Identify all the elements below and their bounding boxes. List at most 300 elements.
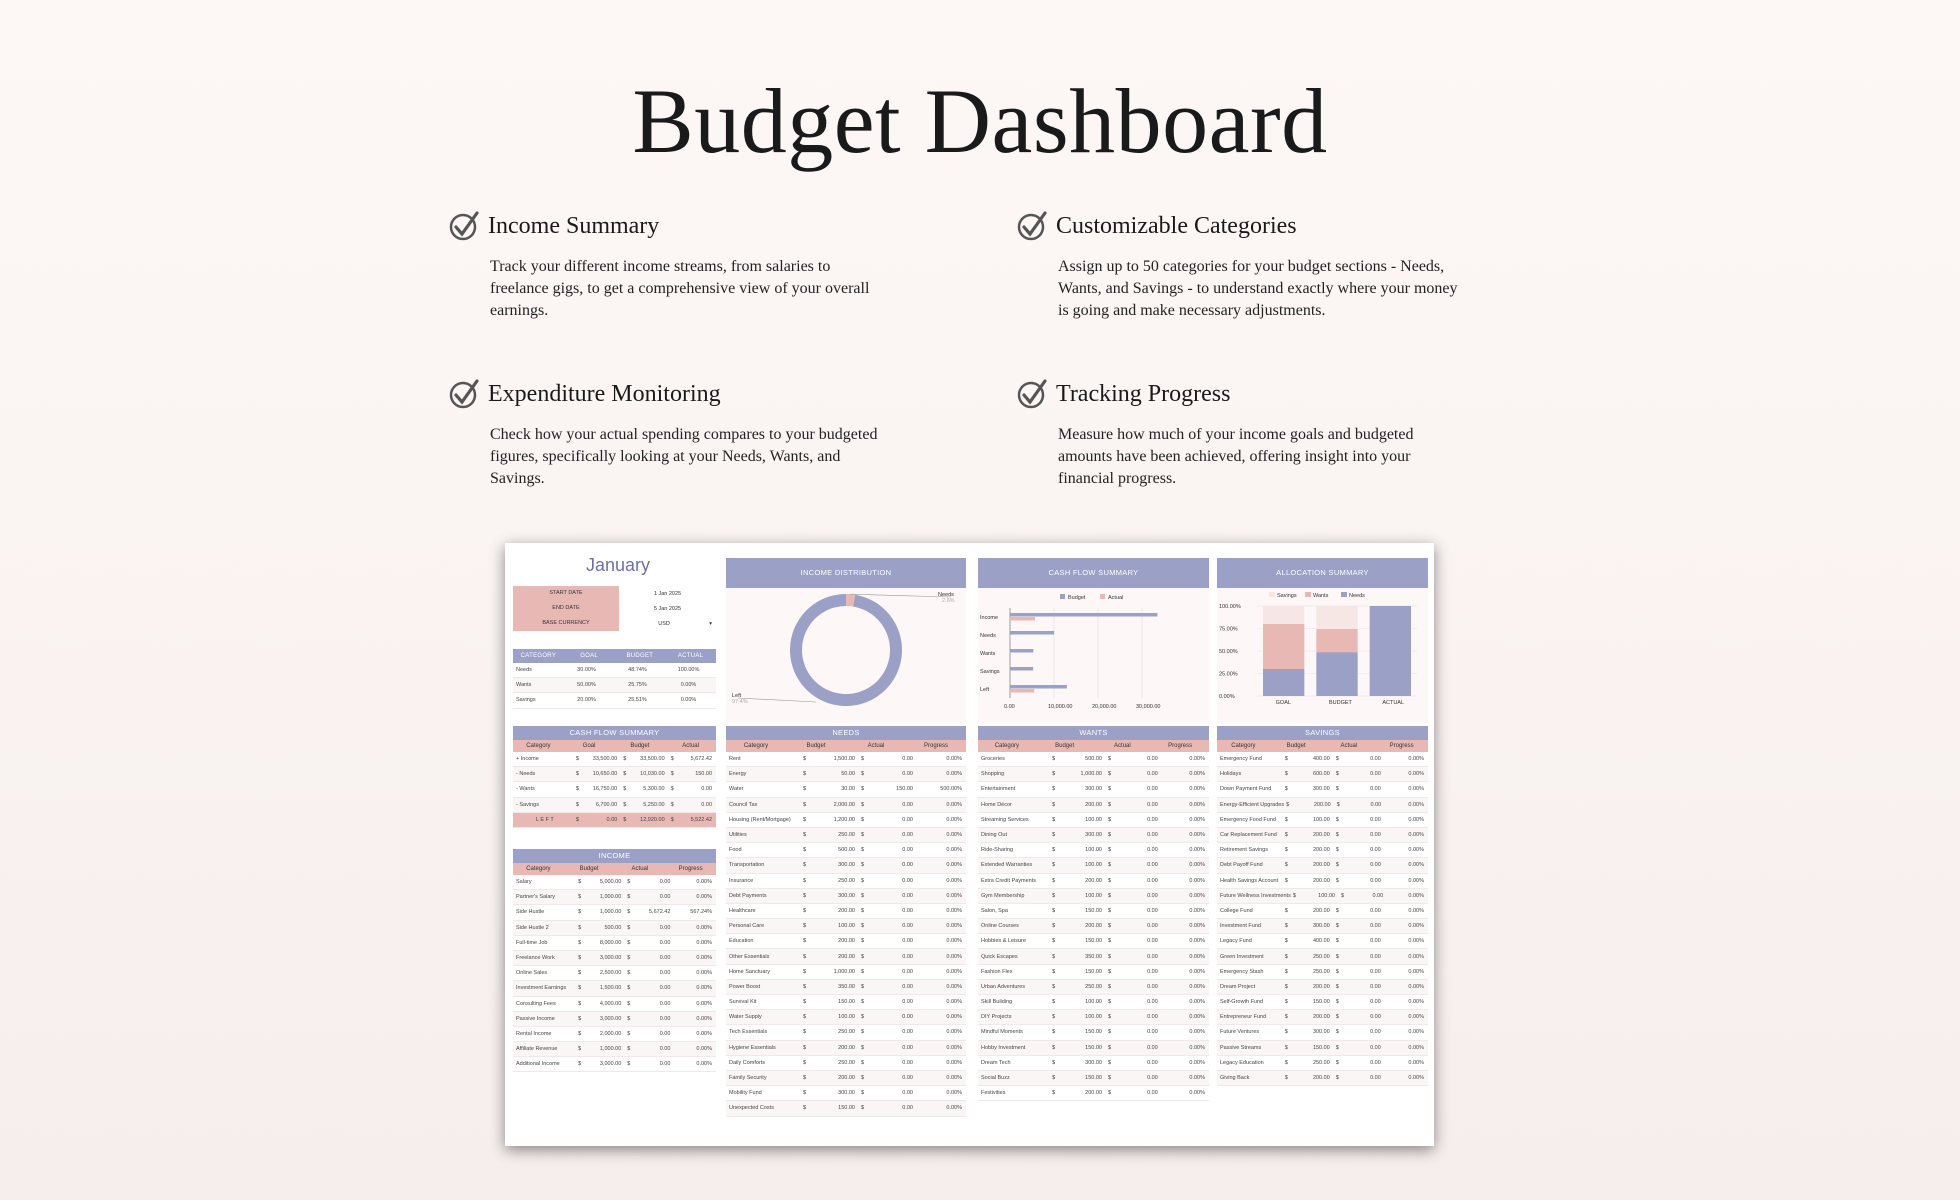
currency-symbol: $ xyxy=(1107,1029,1112,1036)
table-row xyxy=(513,981,716,996)
amount: 0.00 xyxy=(659,985,671,992)
amount: 1,000.00 xyxy=(599,909,622,916)
money-cell xyxy=(1106,984,1162,990)
amount: 0.00 xyxy=(902,1075,913,1082)
chart-title: ALLOCATION SUMMARY xyxy=(1217,558,1428,588)
currency-symbol: $ xyxy=(1284,786,1288,793)
table-row xyxy=(1217,1071,1428,1086)
category-cell: Legacy Education xyxy=(1220,1059,1264,1066)
leader-line xyxy=(851,594,951,597)
currency-symbol: $ xyxy=(861,786,865,793)
currency-symbol: $ xyxy=(1052,1059,1056,1066)
money-cell xyxy=(801,923,859,929)
progress-cell: 0.00% xyxy=(1189,1029,1206,1036)
money-cell xyxy=(1283,832,1334,838)
currency-symbol: $ xyxy=(1284,983,1288,990)
slice-label: Needs xyxy=(938,592,954,598)
amount: 0.00 xyxy=(1370,832,1381,839)
money-cell xyxy=(1050,1060,1106,1066)
currency-symbol: $ xyxy=(1284,968,1288,975)
amount: 50.00 xyxy=(841,771,855,778)
category-cell: Water xyxy=(729,786,744,793)
amount: 0.00 xyxy=(1370,1044,1381,1051)
amount: 150.00 xyxy=(896,786,913,793)
category-label: Wants xyxy=(980,651,996,657)
currency-symbol: $ xyxy=(861,1075,865,1082)
money-cell xyxy=(1106,923,1162,929)
currency-symbol: $ xyxy=(1284,756,1288,763)
table-cell: 50.00% xyxy=(577,682,596,689)
table-row xyxy=(1217,782,1428,797)
currency-symbol: $ xyxy=(803,923,807,930)
currency-symbol: $ xyxy=(623,771,627,778)
progress-cell: 0.00% xyxy=(1408,847,1425,854)
money-cell xyxy=(574,817,621,823)
category-cell: Energy-Efficient Upgrades xyxy=(1220,801,1285,808)
amount: 200.00 xyxy=(1085,877,1102,884)
money-cell xyxy=(1106,832,1162,838)
table-row xyxy=(978,934,1209,949)
table-row xyxy=(513,1027,716,1042)
table-header: Category Budget Actual Progress xyxy=(1217,740,1428,752)
money-cell xyxy=(669,817,716,823)
money-cell xyxy=(859,1029,917,1035)
money-cell xyxy=(669,771,716,777)
money-cell xyxy=(1334,954,1385,960)
amount: 0.00 xyxy=(1147,771,1158,778)
currency-symbol: $ xyxy=(578,1046,582,1053)
tick-label: 0.00 xyxy=(1004,704,1015,710)
progress-cell: 0.00% xyxy=(1408,953,1425,960)
money-cell xyxy=(859,878,917,884)
table-cell: 0.00% xyxy=(680,682,697,689)
currency-symbol: $ xyxy=(861,1014,865,1021)
amount: 0.00 xyxy=(1370,1059,1381,1066)
category-cell: Debt Payoff Fund xyxy=(1220,862,1263,869)
progress-cell: 0.00% xyxy=(696,1015,712,1022)
category-label: Savings xyxy=(980,669,1000,675)
currency-symbol: $ xyxy=(1107,771,1112,778)
legend-swatch xyxy=(1305,592,1311,597)
currency-symbol: $ xyxy=(1335,1075,1339,1082)
category-cell: Streaming Services xyxy=(981,816,1029,823)
amount: 0.00 xyxy=(1370,877,1381,884)
money-cell xyxy=(801,878,859,884)
amount: 300.00 xyxy=(838,892,855,899)
amount: 150.00 xyxy=(1312,1044,1330,1051)
category-cell: Legacy Fund xyxy=(1220,938,1252,945)
progress-cell: 0.00% xyxy=(1189,999,1206,1006)
table-row xyxy=(978,782,1209,797)
money-cell xyxy=(1283,878,1334,884)
amount: 33,500.00 xyxy=(640,756,665,763)
progress-cell: 0.00% xyxy=(696,894,712,901)
table-row xyxy=(1217,1025,1428,1040)
table-row xyxy=(726,828,966,843)
money-cell xyxy=(859,1014,917,1020)
progress-cell: 0.00% xyxy=(1189,1044,1206,1051)
category-name: Wants xyxy=(517,786,535,793)
money-cell xyxy=(1050,1075,1106,1081)
amount: 350.00 xyxy=(1085,953,1102,960)
bar xyxy=(1010,617,1035,621)
currency-symbol: $ xyxy=(1284,1075,1288,1082)
currency-symbol: $ xyxy=(1284,1014,1288,1021)
progress-cell: 0.00% xyxy=(1189,1059,1206,1066)
money-cell xyxy=(801,1045,859,1051)
table-row xyxy=(726,1041,966,1056)
money-cell xyxy=(576,970,625,976)
money-cell xyxy=(859,923,917,929)
amount: 0.00 xyxy=(902,953,913,960)
amount: 0.00 xyxy=(701,786,713,793)
table-row xyxy=(513,798,716,813)
category-cell: Holidays xyxy=(1220,771,1242,778)
money-cell xyxy=(1335,802,1386,808)
feature-income-summary xyxy=(448,210,888,322)
category-cell: Unexpected Costs xyxy=(729,1105,774,1112)
table-row xyxy=(978,813,1209,828)
currency-symbol: $ xyxy=(627,894,631,901)
amount: 200.00 xyxy=(1313,801,1331,808)
amount: 0.00 xyxy=(902,862,913,869)
amount: 250.00 xyxy=(838,877,855,884)
currency-symbol: $ xyxy=(861,892,865,899)
progress-cell: 0.00% xyxy=(946,999,962,1006)
feature-description: Assign up to 50 categories for your budget sections - Needs, Wants, and Savings - to understand exactly where your money is going and make necessary adjustments. xyxy=(1058,258,1458,319)
amount: 200.00 xyxy=(838,1075,855,1082)
amount: 0.00 xyxy=(1147,1075,1158,1082)
donut-chart xyxy=(726,588,966,723)
currency-symbol: $ xyxy=(1052,816,1056,823)
amount: 200.00 xyxy=(1085,1090,1102,1097)
category-cell: Full-time Job xyxy=(516,939,548,946)
money-cell xyxy=(1106,802,1162,808)
money-cell xyxy=(1334,1060,1385,1066)
amount: 0.00 xyxy=(902,756,913,763)
money-cell xyxy=(625,1046,674,1052)
money-cell xyxy=(1283,923,1334,929)
amount: 1,500.00 xyxy=(599,985,622,992)
currency-symbol: $ xyxy=(1335,907,1339,914)
currency-symbol: $ xyxy=(575,756,579,763)
currency-symbol: $ xyxy=(861,847,865,854)
amount: 0.00 xyxy=(1147,938,1158,945)
page-title: Budget Dashboard xyxy=(632,70,1328,172)
category-cell: Dream Tech xyxy=(981,1059,1011,1066)
money-cell xyxy=(1283,938,1334,944)
category-cell: Healthcare xyxy=(729,907,756,914)
stacked-bar-segment xyxy=(1316,652,1357,696)
table-row xyxy=(726,965,966,980)
category-cell: Hobbies & Leisure xyxy=(981,938,1026,945)
amount: 150.00 xyxy=(1085,907,1102,914)
amount: 1,200.00 xyxy=(833,816,855,823)
currency-symbol: $ xyxy=(1335,862,1339,869)
amount: 2,000.00 xyxy=(599,1030,622,1037)
check-circle-icon xyxy=(1016,378,1048,410)
table-cell: 100.00% xyxy=(677,667,700,674)
table-row xyxy=(978,889,1209,904)
progress-cell: 0.00% xyxy=(1408,1059,1425,1066)
amount: 0.00 xyxy=(902,1014,913,1021)
money-cell xyxy=(574,771,621,777)
amount: 0.00 xyxy=(1370,983,1381,990)
category-cell: Freelance Work xyxy=(516,955,555,962)
amount: 0.00 xyxy=(902,816,913,823)
progress-cell: 0.00% xyxy=(1408,1029,1425,1036)
donut-slice xyxy=(790,594,902,706)
table-row xyxy=(978,919,1209,934)
money-cell xyxy=(859,802,917,808)
amount: 5,522.42 xyxy=(690,816,713,823)
money-cell xyxy=(625,940,674,946)
money-cell xyxy=(669,786,716,792)
category-cell xyxy=(513,786,574,792)
amount: 0.00 xyxy=(1370,1075,1381,1082)
table-row xyxy=(978,1056,1209,1071)
table-row xyxy=(1217,904,1428,919)
progress-cell: 0.00% xyxy=(1189,907,1206,914)
progress-cell: 0.00% xyxy=(946,938,962,945)
amount: 16,750.00 xyxy=(592,786,618,793)
table-row xyxy=(1217,828,1428,843)
amount: 0.00 xyxy=(1370,1029,1381,1036)
currency-symbol: $ xyxy=(861,1044,865,1051)
table-row xyxy=(1217,1041,1428,1056)
amount: 0.00 xyxy=(902,1059,913,1066)
table-title: CASH FLOW SUMMARY xyxy=(513,726,716,740)
currency-symbol: $ xyxy=(1335,968,1339,975)
amount: 0.00 xyxy=(1370,953,1381,960)
table-cell: 25.75% xyxy=(628,682,647,689)
table-row xyxy=(513,782,716,797)
table-row xyxy=(978,798,1209,813)
category-cell: Emergency Stash xyxy=(1220,968,1264,975)
category-cell: Salary xyxy=(516,879,532,886)
progress-cell: 0.00% xyxy=(1189,786,1206,793)
currency-symbol: $ xyxy=(1336,801,1340,808)
amount: 100.00 xyxy=(1085,816,1102,823)
currency-symbol: $ xyxy=(1284,847,1288,854)
money-cell xyxy=(1334,1014,1385,1020)
progress-cell: 0.00% xyxy=(946,1105,962,1112)
amount: 500.00 xyxy=(1085,756,1102,763)
amount: 200.00 xyxy=(1312,983,1330,990)
category-cell: Rental Income xyxy=(516,1030,552,1037)
amount: 0.00 xyxy=(1147,756,1158,763)
money-cell xyxy=(1283,954,1334,960)
allocation-stacked-chart xyxy=(1217,588,1428,723)
amount: 300.00 xyxy=(1085,786,1102,793)
progress-cell: 0.00% xyxy=(946,816,962,823)
currency-symbol: $ xyxy=(803,801,807,808)
amount: 0.00 xyxy=(902,923,913,930)
amount: 300.00 xyxy=(1085,832,1102,839)
table-row xyxy=(513,767,716,782)
amount: 0.00 xyxy=(902,907,913,914)
progress-cell: 0.00% xyxy=(946,1075,962,1082)
money-cell xyxy=(1334,756,1385,762)
amount: 2,500.00 xyxy=(599,970,622,977)
money-cell xyxy=(576,1061,625,1067)
feature-description: Check how your actual spending compares to your budgeted figures, specifically looking at your Needs, Wants, and Savings. xyxy=(490,426,878,487)
amount: 0.00 xyxy=(1147,816,1158,823)
table-row xyxy=(978,1010,1209,1025)
table-row xyxy=(1217,813,1428,828)
money-cell xyxy=(1283,1014,1334,1020)
currency-symbol: $ xyxy=(1107,877,1112,884)
money-cell xyxy=(1050,984,1106,990)
progress-cell: 0.00% xyxy=(696,1000,712,1007)
currency-symbol: $ xyxy=(1052,1014,1056,1021)
progress-cell: 0.00% xyxy=(1408,862,1425,869)
amount: 0.00 xyxy=(902,968,913,975)
table-row xyxy=(978,1071,1209,1086)
cash-flow-chart xyxy=(978,558,1209,723)
currency-select[interactable]: USD ▾ xyxy=(619,621,716,627)
table-cell: 48.74% xyxy=(628,667,647,674)
currency-symbol: $ xyxy=(803,877,807,884)
progress-cell: 0.00% xyxy=(946,1090,962,1097)
currency-symbol: $ xyxy=(627,909,631,916)
currency-symbol: $ xyxy=(861,907,865,914)
table-row xyxy=(978,980,1209,995)
money-cell xyxy=(1334,862,1385,868)
currency-symbol: $ xyxy=(627,924,631,931)
money-cell xyxy=(625,909,674,915)
amount: 0.00 xyxy=(1147,1059,1158,1066)
progress-cell: 0.00% xyxy=(696,955,712,962)
money-cell xyxy=(859,969,917,975)
currency-symbol: $ xyxy=(1284,832,1288,839)
currency-symbol: $ xyxy=(1052,1090,1056,1097)
progress-cell: 0.00% xyxy=(1189,801,1206,808)
currency-symbol: $ xyxy=(627,1000,631,1007)
money-cell xyxy=(801,893,859,899)
progress-cell: 0.00% xyxy=(1408,907,1425,914)
amount: 0.00 xyxy=(1370,771,1381,778)
table-row xyxy=(1217,843,1428,858)
currency-symbol: $ xyxy=(803,999,807,1006)
currency-symbol: $ xyxy=(803,983,807,990)
amount: 0.00 xyxy=(1370,1014,1381,1021)
amount: 0.00 xyxy=(1370,801,1382,808)
money-cell xyxy=(1050,908,1106,914)
money-cell xyxy=(801,802,859,808)
category-cell: Rent xyxy=(729,756,741,763)
money-cell xyxy=(859,832,917,838)
money-cell xyxy=(859,786,917,792)
table-row xyxy=(978,1025,1209,1040)
category-label: BUDGET xyxy=(1329,700,1352,706)
money-cell xyxy=(1334,878,1385,884)
money-cell xyxy=(859,908,917,914)
bar xyxy=(1010,649,1033,653)
money-cell xyxy=(1283,908,1334,914)
amount: 0.00 xyxy=(1370,938,1381,945)
progress-cell: 0.00% xyxy=(1189,953,1206,960)
table-row xyxy=(978,1086,1209,1101)
table-cell: Needs xyxy=(516,667,532,674)
bar xyxy=(1010,613,1157,617)
currency-symbol: $ xyxy=(578,909,582,916)
progress-cell: 0.00% xyxy=(1408,968,1425,975)
currency-symbol: $ xyxy=(1284,877,1288,884)
money-cell xyxy=(576,985,625,991)
amount: 0.00 xyxy=(659,924,671,931)
category-cell: Side Hustle xyxy=(516,909,545,916)
category-name: Income xyxy=(519,756,539,763)
currency-symbol: $ xyxy=(575,801,579,808)
table-row xyxy=(726,919,966,934)
money-cell xyxy=(1334,923,1385,929)
money-cell xyxy=(859,984,917,990)
currency-symbol: $ xyxy=(861,938,865,945)
amount: 1,500.00 xyxy=(833,756,855,763)
currency-symbol: $ xyxy=(803,1014,807,1021)
amount: 4,000.00 xyxy=(599,1000,622,1007)
money-cell xyxy=(1283,847,1334,853)
progress-cell: 0.00% xyxy=(696,1061,712,1068)
currency-symbol: $ xyxy=(623,756,627,763)
amount: 200.00 xyxy=(838,938,855,945)
progress-cell: 0.00% xyxy=(696,985,712,992)
amount: 0.00 xyxy=(659,970,671,977)
category-cell: Dream Project xyxy=(1220,983,1256,990)
amount: 150.00 xyxy=(1085,938,1102,945)
currency-symbol: $ xyxy=(1335,816,1339,823)
currency-symbol: $ xyxy=(578,894,582,901)
amount: 0.00 xyxy=(1147,907,1158,914)
category-cell: Energy xyxy=(729,771,747,778)
progress-cell: 0.00% xyxy=(946,862,962,869)
chart-title: INCOME DISTRIBUTION xyxy=(726,558,966,588)
table-row xyxy=(726,1056,966,1071)
money-cell xyxy=(1050,969,1106,975)
table-row xyxy=(513,1042,716,1057)
amount: 33,500.00 xyxy=(592,756,618,763)
amount: 100.00 xyxy=(838,923,855,930)
progress-cell: 0.00% xyxy=(1408,999,1425,1006)
legend-label: Budget xyxy=(1068,595,1086,601)
money-cell xyxy=(1334,938,1385,944)
table-cell: Savings xyxy=(516,697,536,704)
feature-description: Track your different income streams, from salaries to freelance gigs, to get a comprehensive view of your overall earnings. xyxy=(490,258,870,319)
progress-cell: 0.00% xyxy=(696,879,712,886)
currency-symbol: $ xyxy=(1107,832,1112,839)
money-cell xyxy=(859,756,917,762)
currency-symbol: $ xyxy=(861,1105,865,1112)
income-table xyxy=(513,849,716,1072)
amount: 150.00 xyxy=(1085,1044,1102,1051)
amount: 250.00 xyxy=(1085,983,1102,990)
progress-cell: 0.00% xyxy=(1189,771,1206,778)
table-title: WANTS xyxy=(978,726,1209,740)
amount: 0.00 xyxy=(606,816,618,823)
money-cell xyxy=(859,954,917,960)
progress-cell: 0.00% xyxy=(1189,816,1206,823)
amount: 200.00 xyxy=(838,1044,855,1051)
currency-symbol: $ xyxy=(575,786,579,793)
currency-symbol: $ xyxy=(1052,923,1056,930)
money-cell xyxy=(574,802,621,808)
amount: 0.00 xyxy=(659,879,671,886)
currency-symbol: $ xyxy=(578,1015,582,1022)
currency-symbol: $ xyxy=(1292,892,1296,899)
stacked-bar-segment xyxy=(1263,669,1304,696)
money-cell xyxy=(1050,832,1106,838)
